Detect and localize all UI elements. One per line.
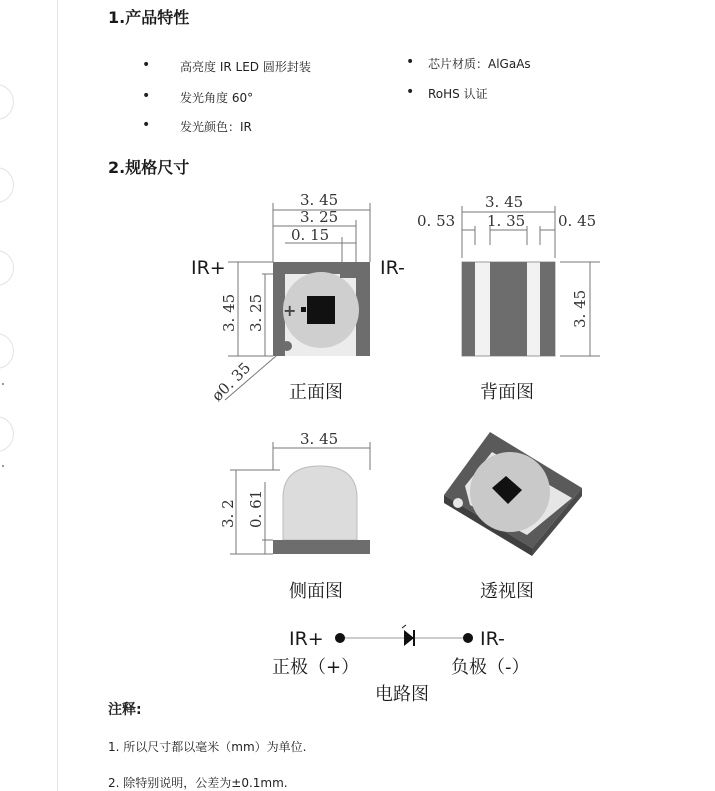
caption-circuit: 电路图 xyxy=(375,684,429,705)
dim-side-top: 3. 45 xyxy=(300,430,339,448)
dim-side-left-outer: 3. 2 xyxy=(219,499,237,528)
plus-mark: + xyxy=(283,301,297,320)
feature-item: • 发光角度 60° xyxy=(142,88,254,105)
dim-front-left-inner: 3. 25 xyxy=(247,293,265,332)
dim-side-left-inner: 0. 61 xyxy=(247,489,265,528)
back-view xyxy=(462,262,555,356)
dim-front-top-small: 0. 15 xyxy=(291,226,330,244)
dim-front-diameter: ø0. 35 xyxy=(208,358,255,405)
dim-back-right: 0. 45 xyxy=(558,212,597,230)
dim-back-top: 3. 45 xyxy=(485,193,524,211)
terminal-dot xyxy=(335,633,345,643)
circuit-diagram xyxy=(335,625,473,646)
circuit-left-pin: IR+ xyxy=(289,628,324,650)
dim-back-left: 0. 53 xyxy=(417,212,456,230)
pin-label-ir-plus: IR+ xyxy=(191,257,226,279)
perspective-view xyxy=(444,432,582,556)
dim-back-mid: 1. 35 xyxy=(487,212,526,230)
caption-back: 背面图 xyxy=(480,382,534,403)
caption-front: 正面图 xyxy=(289,382,343,403)
circuit-right-label: 负极（-） xyxy=(451,657,530,678)
feature-item: • 高亮度 IR LED 圆形封装 xyxy=(142,57,311,74)
feature-item: • 芯片材质：AlGaAs xyxy=(406,54,531,71)
notes-heading: 注释: xyxy=(108,702,142,718)
feature-item: • RoHS 认证 xyxy=(406,84,488,101)
section-1-title: 1.产品特性 xyxy=(108,8,190,27)
note-item: 1. 所以尺寸都以毫米（mm）为单位. xyxy=(108,740,307,754)
circuit-right-pin: IR- xyxy=(480,628,505,650)
caption-perspective: 透视图 xyxy=(480,581,534,602)
diode-symbol xyxy=(404,630,414,646)
dim-front-left-outer: 3. 45 xyxy=(220,293,238,332)
circuit-left-label: 正极（+） xyxy=(272,657,360,678)
caption-side: 侧面图 xyxy=(289,581,343,602)
dim-back-side: 3. 45 xyxy=(571,289,589,328)
note-item: 2. 除特别说明，公差为±0.1mm. xyxy=(108,776,288,790)
pin-label-ir-minus: IR- xyxy=(380,257,405,279)
dim-front-top-inner: 3. 25 xyxy=(300,208,339,226)
terminal-dot xyxy=(463,633,473,643)
side-view xyxy=(273,466,370,554)
dim-front-top-outer: 3. 45 xyxy=(300,191,339,209)
front-view xyxy=(273,262,370,356)
section-2-title: 2.规格尺寸 xyxy=(108,158,190,177)
feature-item: • 发光颜色：IR xyxy=(142,117,252,134)
